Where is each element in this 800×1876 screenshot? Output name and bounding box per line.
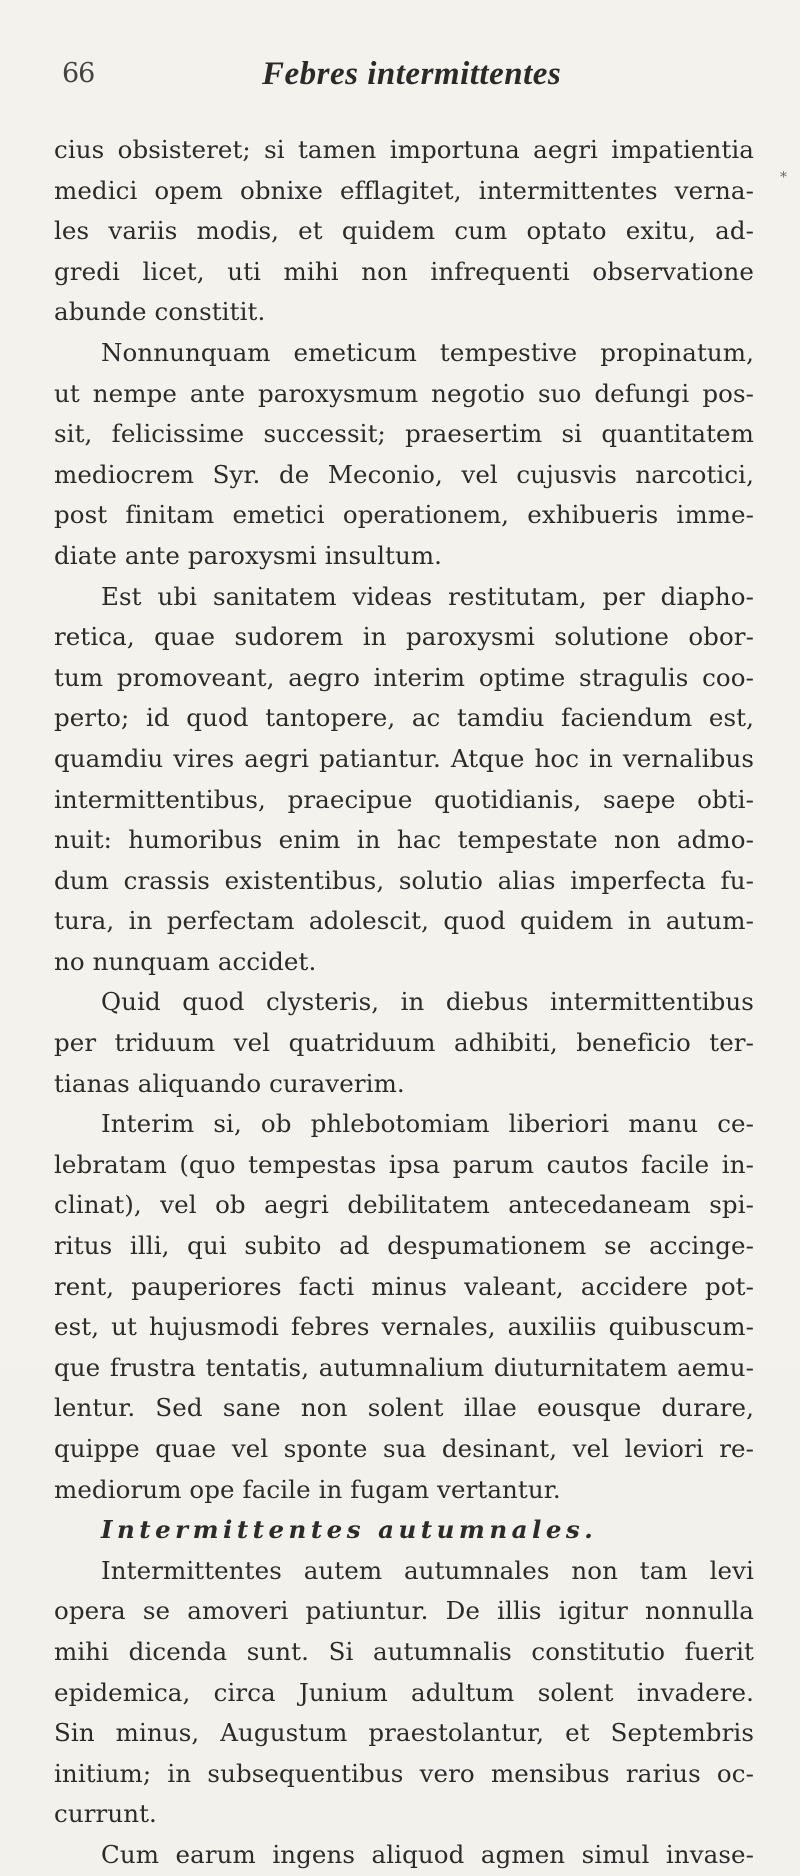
text-line: perto; id quod tantopere, ac tamdiu faciendum est, bbox=[54, 703, 754, 733]
text-line: Nonnunquam emeticum tempestive propinatum, bbox=[101, 337, 754, 367]
text-line: lebratam (quo tempestas ipsa parum cautos facile in- bbox=[54, 1149, 754, 1179]
text-line: initium; in subsequentibus vero mensibus rarius oc- bbox=[54, 1758, 754, 1788]
body-text bbox=[54, 130, 754, 1876]
text-line: currunt. bbox=[54, 1799, 157, 1829]
text-line: per triduum vel quatriduum adhibiti, beneficio ter- bbox=[54, 1028, 754, 1058]
text-line: Cum earum ingens aliquod agmen simul invase- bbox=[101, 1839, 754, 1869]
text-line: abunde constitit. bbox=[54, 297, 266, 327]
text-line: quippe quae vel sponte sua desinant, vel leviori re- bbox=[54, 1434, 754, 1463]
text-line: retica, quae sudorem in paroxysmi solutione obor- bbox=[54, 622, 754, 652]
text-line: tum promoveant, aegro interim optime stragulis coo- bbox=[54, 662, 754, 692]
page-number: 66 bbox=[62, 58, 95, 89]
text-line: Interim si, ob phlebotomiam liberiori manu ce- bbox=[101, 1109, 754, 1139]
text-line: Quid quod clysteris, in diebus intermittentibus bbox=[101, 987, 754, 1017]
text-line: post finitam emetici operationem, exhibueris imme- bbox=[54, 500, 754, 530]
text-line: Sin minus, Augustum praestolantur, et Septembris bbox=[54, 1718, 754, 1748]
text-line: Est ubi sanitatem videas restitutam, per diapho- bbox=[101, 581, 754, 611]
text-line: mediorum ope facile in fugam vertantur. bbox=[54, 1474, 561, 1504]
text-line: cius obsisteret; si tamen importuna aegri impatientia bbox=[54, 135, 754, 164]
text-line: Intermittentes autem autumnales non tam levi bbox=[101, 1555, 754, 1585]
margin-mark: ⁎ bbox=[780, 165, 787, 181]
text-line: que frustra tentatis, autumnalium diuturnitatem aemu- bbox=[54, 1352, 754, 1382]
text-line: les variis modis, et quidem cum optato exitu, ad- bbox=[54, 216, 754, 246]
text-line: mediocrem Syr. de Meconio, vel cujusvis narcotici, bbox=[54, 459, 754, 489]
text-line: lentur. Sed sane non solent illae eousque durare, bbox=[54, 1393, 754, 1423]
text-line: gredi licet, uti mihi non infrequenti observatione bbox=[54, 256, 754, 286]
text-line: est, ut hujusmodi febres vernales, auxiliis quibuscum- bbox=[54, 1312, 754, 1342]
text-line: mihi dicenda sunt. Si autumnalis constitutio fuerit bbox=[54, 1636, 754, 1666]
text-line: diate ante paroxysmi insultum. bbox=[54, 540, 443, 570]
text-line: ut nempe ante paroxysmum negotio suo defungi pos- bbox=[54, 378, 754, 408]
text-line: clinat), vel ob aegri debilitatem antecedaneam spi- bbox=[54, 1190, 754, 1220]
text-line: tianas aliquando curaverim. bbox=[54, 1068, 405, 1098]
running-title: Febres intermittentes bbox=[262, 56, 562, 92]
section-heading: Intermittentes autumnales. bbox=[101, 1515, 598, 1545]
text-line: intermittentibus, praecipue quotidianis, saepe obti- bbox=[54, 784, 754, 814]
text-line: rent, pauperiores facti minus valeant, accidere pot- bbox=[54, 1271, 754, 1301]
text-line: tura, in perfectam adolescit, quod quidem in autum- bbox=[54, 906, 754, 936]
text-line: opera se amoveri patiuntur. De illis igitur nonnulla bbox=[54, 1596, 754, 1626]
text-line: quamdiu vires aegri patiantur. Atque hoc in vernalibus bbox=[54, 743, 754, 773]
text-line: dum crassis existentibus, solutio alias imperfecta fu- bbox=[54, 865, 754, 895]
text-line: sit, felicissime successit; praesertim si quantitatem bbox=[54, 419, 754, 449]
text-line: nuit: humoribus enim in hac tempestate non admo- bbox=[54, 825, 754, 855]
text-line: medici opem obnixe efflagitet, intermittentes verna- bbox=[54, 175, 754, 205]
text-line: epidemica, circa Junium adultum solent invadere. bbox=[54, 1677, 754, 1707]
text-line: ritus illi, qui subito ad despumationem se accinge- bbox=[54, 1231, 754, 1261]
text-line: no nunquam accidet. bbox=[54, 946, 317, 976]
